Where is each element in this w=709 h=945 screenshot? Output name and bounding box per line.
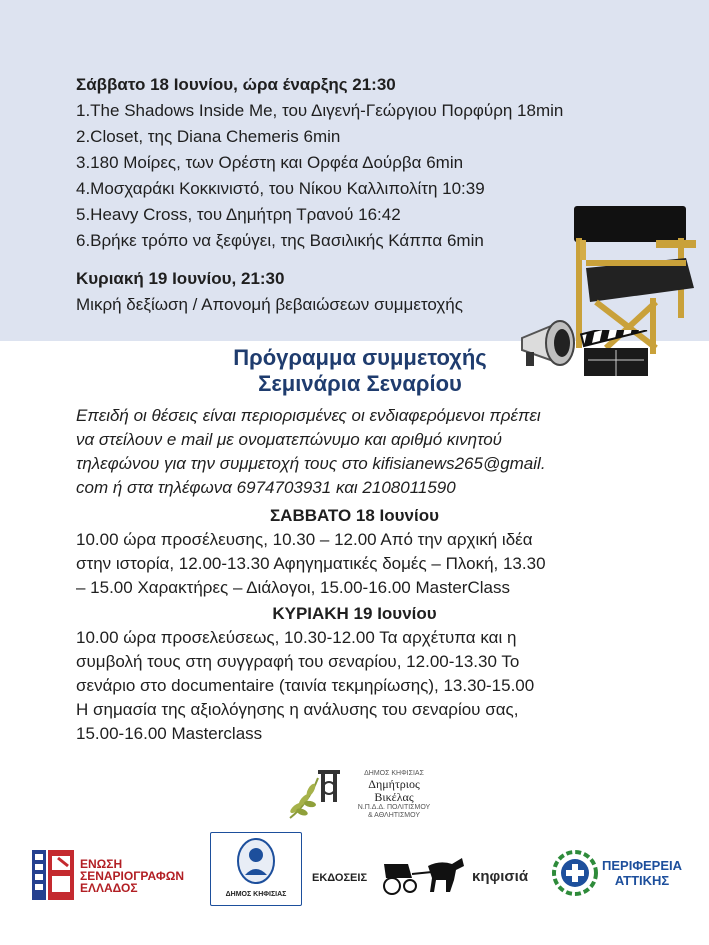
olive-branch-icon [284, 764, 344, 824]
vikelas-line1: ΔΗΜΟΣ ΚΗΦΙΣΙΑΣ [364, 770, 424, 777]
sunday-screening-heading: Κυριακή 19 Ιουνίου, 21:30 [76, 269, 285, 288]
intro-line: com ή στα τηλέφωνα 6974703931 και 2108011590 [76, 478, 456, 497]
ekdoseis-kifisia-logo [312, 852, 548, 896]
intro-line: Επειδή οι θέσεις είναι περιορισμένες οι ενδιαφερόμενοι πρέπει [76, 406, 541, 425]
dimos-kifisias-text: ΔΗΜΟΣ ΚΗΦΙΣΙΑΣ [225, 891, 287, 898]
enosi-line2: ΣΕΝΑΡΙΟΓΡΑΦΩΝ [80, 869, 185, 883]
perifereia-line2: ΑΤΤΙΚΗΣ [614, 873, 670, 888]
screening-schedule [76, 72, 596, 318]
vikelas-line3: Βικέλας [374, 790, 414, 804]
film-item: 6.Βρήκε τρόπο να ξεφύγει, της Βασιλικής Κάππα 6min [76, 231, 484, 250]
film-strip-icon [30, 848, 76, 902]
enosi-line3: ΕΛΛΑΔΟΣ [80, 881, 138, 895]
vikelas-logo [284, 764, 444, 824]
saturday-body [76, 528, 636, 600]
vikelas-line4: Ν.Π.Δ.Δ. ΠΟΛΙΤΙΣΜΟΥ [357, 804, 431, 811]
film-item: 4.Μοσχαράκι Κοκκινιστό, του Νίκου Καλλιπολίτη 10:39 [76, 179, 485, 198]
sunday-line: σενάριο στο documentaire (ταινία τεκμηρίωσης), 13.30-15.00 [76, 676, 535, 695]
enosi-senariografon-logo [30, 848, 210, 904]
program-title-line2: Σεμινάρια Σεναρίου [258, 371, 462, 396]
perifereia-emblem-icon [552, 848, 598, 898]
film-item: 5.Heavy Cross, του Δημήτρη Τρανού 16:42 [76, 205, 401, 224]
ekdoseis-text: ΕΚΔΟΣΕΙΣ [312, 872, 368, 884]
film-item: 3.180 Μοίρες, των Ορέστη και Ορφέα Δούρβα 6min [76, 153, 464, 172]
perifereia-attikis-logo [552, 848, 702, 904]
sunday-heading: ΚΥΡΙΑΚΗ 19 Ιουνίου [272, 604, 437, 623]
clapperboard-icon [580, 330, 652, 378]
program-title-line1: Πρόγραμμα συμμετοχής [233, 345, 487, 370]
intro-line: να στείλουν e mail με ονοματεπώνυμο και αριθμό κινητού [76, 430, 503, 449]
sunday-line: συμβολή τους στη συγγραφή του σεναρίου, 12.00-13.30 Το [76, 652, 520, 671]
horse-carriage-icon [380, 852, 470, 896]
enosi-line1: ΕΝΩΣΗ [80, 857, 123, 871]
film-item: 2.Closet, της Diana Chemeris 6min [76, 127, 341, 146]
intro-line: τηλεφώνου για την συμμετοχή τους στο kifisianews265@gmail. [76, 454, 546, 473]
saturday-line: στην ιστορία, 12.00-13.30 Αφηγηματικές δομές – Πλοκή, 13.30 [76, 554, 546, 573]
saturday-heading: ΣΑΒΒΑΤΟ 18 Ιουνίου [269, 506, 439, 525]
perifereia-line1: ΠΕΡΙΦΕΡΕΙΑ [602, 858, 683, 873]
sunday-body [76, 626, 636, 746]
sunday-line: 10.00 ώρα προσελεύσεως, 10.30-12.00 Τα αρχέτυπα και η [76, 628, 517, 647]
sunday-line: Η σημασία της αξιολόγησης η ανάλυσης του σεναρίου σας, [76, 700, 519, 719]
sunday-screening-text: Μικρή δεξίωση / Απονομή βεβαιώσεων συμμετοχής [76, 295, 463, 314]
saturday-line: – 15.00 Χαρακτήρες – Διάλογοι, 15.00-16.00 MasterClass [76, 578, 510, 597]
kifisia-text: κηφισιά [472, 868, 529, 885]
vikelas-line2: Δημήτριος [368, 777, 420, 791]
vikelas-line5: & ΑΘΛΗΤΙΣΜΟΥ [367, 812, 421, 819]
screening-heading: Σάββατο 18 Ιουνίου, ώρα έναρξης 21:30 [76, 75, 396, 94]
program-intro [76, 404, 656, 500]
saturday-line: 10.00 ώρα προσέλευσης, 10.30 – 12.00 Από την αρχική ιδέα [76, 530, 533, 549]
seal-icon [235, 837, 277, 887]
film-item: 1.The Shadows Inside Me, του Διγενή-Γεώργιου Πορφύρη 18min [76, 101, 564, 120]
dimos-kifisias-logo [210, 832, 302, 906]
program-title [160, 345, 560, 397]
sunday-line: 15.00-16.00 Masterclass [76, 724, 263, 743]
